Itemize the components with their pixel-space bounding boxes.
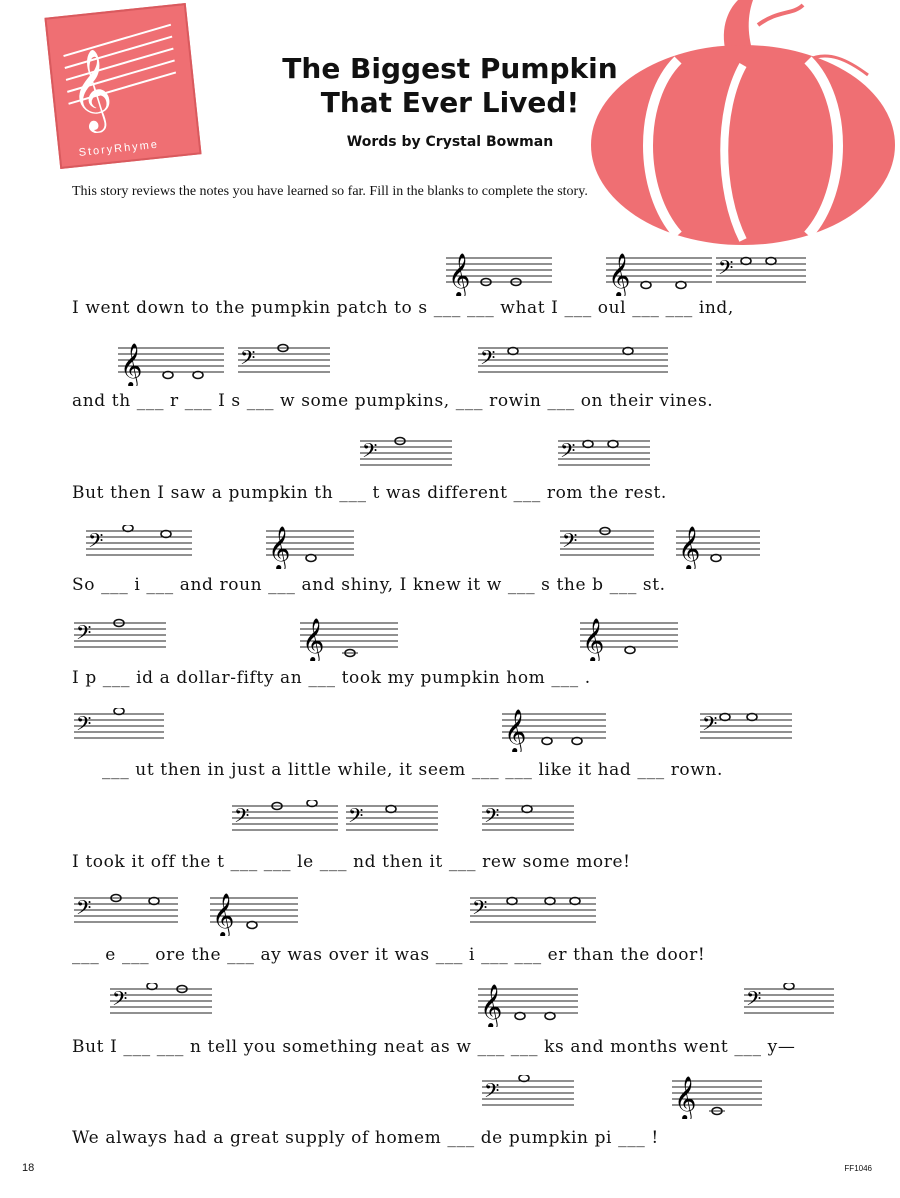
bass-clef-icon: 𝄢	[112, 987, 128, 1015]
treble-clef-icon: 𝄞	[674, 1076, 697, 1119]
music-staff-24	[470, 892, 596, 936]
music-staff-12	[676, 525, 760, 569]
music-staff-logo-icon	[55, 14, 186, 136]
svg-text:𝄞: 𝄞	[66, 46, 116, 133]
story-line-1: I went down to the pumpkin patch to s ___ ___ what I ___ oul ___ ___ ind,	[72, 298, 734, 318]
whole-note	[711, 555, 721, 562]
music-staff-10	[266, 525, 354, 569]
whole-note	[161, 531, 171, 538]
music-staff-3	[716, 252, 806, 296]
treble-clef-icon: 𝄞	[480, 984, 503, 1027]
bass-clef-icon: 𝄢	[746, 987, 762, 1015]
whole-note	[163, 372, 173, 379]
byline: Words by Crystal Bowman	[346, 134, 554, 150]
treble-clef-icon: 𝄞	[120, 343, 143, 386]
intro-text: This story reviews the notes you have learned so far. Fill in the blanks to complete the story.	[72, 184, 588, 199]
whole-note	[545, 1013, 555, 1020]
story-line-5: I p ___ id a dollar-fifty an ___ took my pumpkin hom ___ .	[72, 668, 591, 688]
title-line-1: The Biggest Pumpkin	[282, 52, 618, 85]
music-staff-9	[86, 525, 192, 569]
bass-clef-icon: 𝄢	[76, 712, 92, 740]
music-staff-14	[300, 617, 398, 661]
treble-clef-icon: 𝄞	[302, 618, 325, 661]
story-line-4: So ___ i ___ and roun ___ and shiny, I knew it w ___ s the b ___ st.	[72, 575, 666, 595]
music-staff-16	[74, 708, 164, 752]
music-staff-2	[606, 252, 712, 296]
bass-clef-icon: 𝄢	[560, 439, 576, 467]
bass-clef-icon: 𝄢	[472, 896, 488, 924]
whole-note	[570, 898, 580, 905]
story-line-6: ___ ut then in just a little while, it seem ___ ___ like it had ___ rown.	[102, 760, 723, 780]
title-line-2: That Ever Lived!	[320, 86, 580, 119]
whole-note	[545, 898, 555, 905]
whole-note	[641, 282, 651, 289]
music-staff-28	[482, 1075, 574, 1119]
whole-note	[193, 372, 203, 379]
treble-clef-icon: 𝄞	[582, 618, 605, 661]
bass-clef-icon: 𝄢	[348, 804, 364, 832]
whole-note	[542, 738, 552, 745]
pumpkin-illustration	[578, 0, 900, 250]
whole-note	[515, 1013, 525, 1020]
bass-clef-icon: 𝄢	[76, 896, 92, 924]
music-staff-6	[478, 342, 668, 386]
bass-clef-icon: 𝄢	[562, 529, 578, 557]
whole-note	[766, 258, 776, 265]
story-line-3: But then I saw a pumpkin th ___ t was different ___ rom the rest.	[72, 483, 667, 503]
music-staff-21	[482, 800, 574, 844]
bass-clef-icon: 𝄢	[702, 712, 718, 740]
bass-clef-icon: 𝄢	[362, 439, 378, 467]
story-line-7: I took it off the t ___ ___ le ___ nd then it ___ rew some more!	[72, 852, 631, 872]
music-staff-17	[502, 708, 606, 752]
bass-clef-icon: 𝄢	[88, 529, 104, 557]
treble-clef-icon: 𝄞	[448, 253, 471, 296]
treble-clef-icon: 𝄞	[504, 709, 527, 752]
storyrhyme-logo	[44, 3, 201, 169]
bass-clef-icon: 𝄢	[240, 346, 256, 374]
music-staff-18	[700, 708, 792, 752]
bass-clef-icon: 𝄢	[484, 804, 500, 832]
music-staff-15	[580, 617, 678, 661]
whole-note	[507, 898, 517, 905]
music-staff-11	[560, 525, 654, 569]
story-line-10: We always had a great supply of homem ___ de pumpkin pi ___ !	[72, 1128, 659, 1148]
whole-note	[386, 806, 396, 813]
bass-clef-icon: 𝄢	[234, 804, 250, 832]
bass-clef-icon: 𝄢	[76, 621, 92, 649]
story-line-9: But I ___ ___ n tell you something neat as w ___ ___ ks and months went ___ y—	[72, 1037, 796, 1057]
catalog-code: FF1046	[844, 1164, 872, 1173]
whole-note	[572, 738, 582, 745]
whole-note	[747, 714, 757, 721]
music-staff-22	[74, 892, 178, 936]
whole-note	[676, 282, 686, 289]
treble-clef-icon: 𝄞	[608, 253, 631, 296]
whole-note	[625, 647, 635, 654]
music-staff-4	[118, 342, 224, 386]
story-line-2: and th ___ r ___ I s ___ w some pumpkins, ___ rowin ___ on their vines.	[72, 391, 714, 411]
treble-clef-icon: 𝄞	[212, 893, 235, 936]
story-line-8: ___ e ___ ore the ___ ay was over it was ___ i ___ ___ er than the door!	[72, 945, 706, 965]
music-staff-25	[110, 983, 212, 1027]
bass-clef-icon: 𝄢	[484, 1079, 500, 1107]
bass-clef-icon: 𝄢	[718, 256, 734, 284]
whole-note	[583, 441, 593, 448]
music-staff-26	[478, 983, 578, 1027]
whole-note	[720, 714, 730, 721]
whole-note	[522, 806, 532, 813]
logo-label: StoryRhyme	[78, 138, 160, 159]
whole-note	[247, 922, 257, 929]
music-staff-23	[210, 892, 298, 936]
whole-note	[623, 348, 633, 355]
whole-note	[741, 258, 751, 265]
music-staff-1	[446, 252, 552, 296]
music-staff-8	[558, 435, 650, 479]
whole-note	[508, 348, 518, 355]
bass-clef-icon: 𝄢	[480, 346, 496, 374]
whole-note	[149, 898, 159, 905]
music-staff-27	[744, 983, 834, 1027]
music-staff-20	[346, 800, 438, 844]
music-staff-7	[360, 435, 452, 479]
page-number: 18	[22, 1162, 35, 1174]
treble-clef-icon: 𝄞	[268, 526, 291, 569]
music-staff-13	[74, 617, 166, 661]
treble-clef-icon: 𝄞	[678, 526, 701, 569]
whole-note	[608, 441, 618, 448]
whole-note	[306, 555, 316, 562]
music-staff-5	[238, 342, 330, 386]
music-staff-29	[672, 1075, 762, 1119]
music-staff-19	[232, 800, 338, 844]
